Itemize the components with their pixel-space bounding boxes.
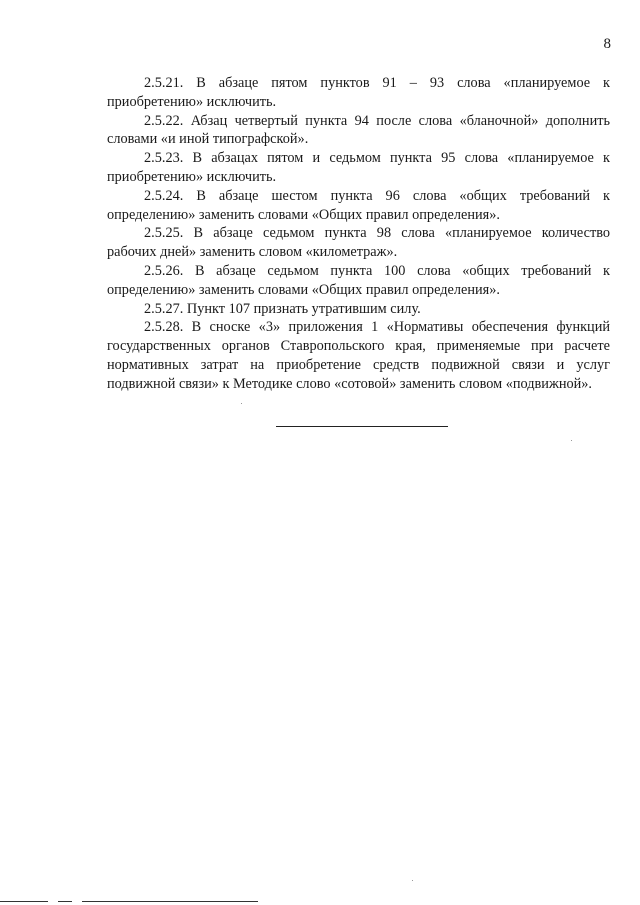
- page-number: 8: [603, 36, 611, 52]
- scan-speck: [571, 440, 572, 441]
- paragraph-2-5-23: 2.5.23. В абзацах пятом и седьмом пункта 95 слова «планируемое к приобретению» исключить.: [107, 150, 610, 185]
- document-body: [107, 74, 610, 394]
- paragraph-2-5-24: 2.5.24. В абзаце шестом пункта 96 слова «общих требований к определению» заменить словами «Общих правил определения».: [107, 187, 610, 223]
- paragraph-2-5-22: 2.5.22. Абзац четвертый пункта 94 после слова «бланочной» дополнить словами «и иной типографской».: [107, 112, 610, 148]
- paragraph-2-5-27: 2.5.27. Пункт 107 признать утратившим силу.: [144, 300, 421, 317]
- paragraph-2-5-26: 2.5.26. В абзаце седьмом пункта 100 слова «общих требований к определению» заменить словами «Общих правил определения».: [107, 262, 610, 298]
- paragraph-2-5-25: 2.5.25. В абзаце седьмом пункта 98 слова «планируемое количество рабочих дней» заменить словом «километраж».: [107, 225, 610, 261]
- end-separator-line: [276, 426, 448, 427]
- footer-scan-line: [0, 901, 48, 902]
- paragraph-2-5-21: 2.5.21. В абзаце пятом пунктов 91 – 93 слова «планируемое к приобретению» исключить.: [107, 75, 610, 110]
- paragraph-2-5-28: 2.5.28. В сноске «3» приложения 1 «Нормативы обеспечения функций государственных органов Ставропольского края, применяемые при расчете нормативных затрат на приобретение средств подвижной связи и услуг подвижной связи» к Методике слово «сотовой» заменить словом «подвижной».: [107, 319, 610, 392]
- scan-speck: [241, 403, 242, 404]
- footer-scan-line: [82, 901, 258, 902]
- footer-scan-line: [58, 901, 72, 902]
- scan-speck: [412, 880, 413, 881]
